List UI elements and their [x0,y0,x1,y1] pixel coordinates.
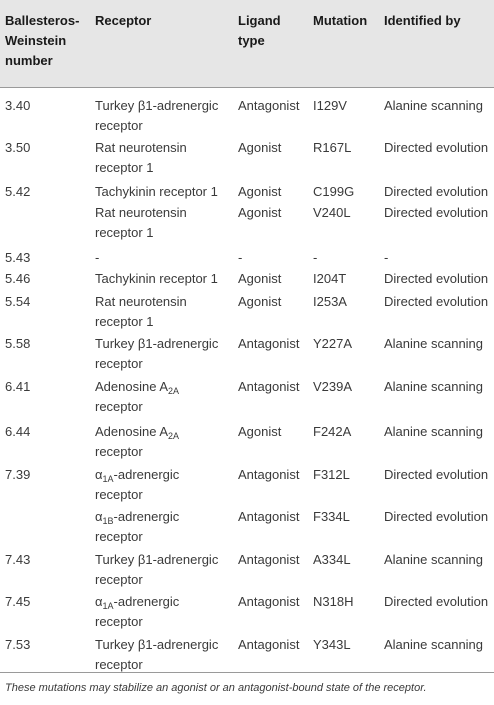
receptor-line-1 [95,550,218,570]
receptor-cell [95,550,218,590]
bw-number-cell: 5.54 [5,294,31,309]
header-bw-number: Ballesteros- Weinstein number [5,13,80,68]
bw-number-cell: 5.42 [5,184,31,199]
mutation-cell: Y343L [313,637,351,652]
identified-by-cell: Directed evolution [384,509,489,524]
receptor-line-1 [95,334,218,354]
mutation-cell: - [313,250,318,265]
bw-number-cell: 5.58 [5,336,31,351]
receptor-suffix: -adrenergic [113,594,180,609]
identified-by-cell: Alanine scanning [384,637,484,652]
receptor-line-2: receptor [95,118,143,133]
identified-by-cell: Directed evolution [384,467,489,482]
receptor-line-1 [95,507,179,527]
mutation-cell: I129V [313,98,347,113]
ligand-type-cell: Antagonist [238,379,300,394]
receptor-name: α [95,467,103,482]
ligand-type-cell: - [238,250,243,265]
receptor-subscript: 2A [168,386,180,396]
identified-by-cell: Directed evolution [384,294,489,309]
receptor-suffix: -adrenergic [113,467,180,482]
receptor-line-2: receptor 1 [95,314,154,329]
bw-number-cell: 3.40 [5,98,31,113]
receptor-subscript: 2A [168,431,180,441]
receptor-subscript: 1B [102,516,114,526]
identified-by-cell: Directed evolution [384,271,489,286]
bw-number-cell: 5.43 [5,250,31,265]
receptor-cell [95,182,218,202]
ligand-type-cell: Agonist [238,424,282,439]
receptor-line-1 [95,182,218,202]
receptor-cell [95,334,218,374]
table-footnote: These mutations may stabilize an agonist or an antagonist-bound state of the receptor. [5,682,427,694]
header-receptor: Receptor [95,13,152,28]
receptor-name: Rat neurotensin [95,205,187,220]
bw-number-cell: 7.39 [5,467,31,482]
mutation-cell: N318H [313,594,354,609]
header-ligand-type: Ligand type [238,13,281,48]
identified-by-cell: Directed evolution [384,184,489,199]
receptor-line-1 [95,422,179,442]
receptor-line-1 [95,96,218,116]
mutation-cell: F242A [313,424,352,439]
mutation-cell: V239A [313,379,353,394]
receptor-line-2: receptor 1 [95,160,154,175]
receptor-name: Tachykinin receptor 1 [95,184,218,199]
receptor-cell [95,269,218,289]
ligand-type-cell: Agonist [238,184,282,199]
bw-number-cell: 6.41 [5,379,31,394]
receptor-cell [95,203,187,243]
receptor-line-2: receptor [95,572,143,587]
mutation-cell: A334L [313,552,351,567]
ligand-type-cell: Antagonist [238,98,300,113]
receptor-line-2: receptor [95,356,143,371]
ligand-type-cell: Antagonist [238,467,300,482]
receptor-name: Adenosine A [95,424,169,439]
receptor-cell [95,96,218,136]
receptor-line-1 [95,138,187,158]
receptor-name: Turkey β1-adrenergic [95,336,219,351]
receptor-name: Rat neurotensin [95,140,187,155]
receptor-name: - [95,250,100,265]
mutation-cell: I204T [313,271,347,286]
receptor-cell [95,138,187,178]
mutation-cell: I253A [313,294,347,309]
receptor-name: α [95,594,103,609]
bw-number-cell: 7.45 [5,594,31,609]
bw-number-cell: 6.44 [5,424,31,439]
receptor-name: Turkey β1-adrenergic [95,98,219,113]
receptor-cell [95,248,99,268]
ligand-type-cell: Agonist [238,271,282,286]
receptor-name: Rat neurotensin [95,294,187,309]
ligand-type-cell: Antagonist [238,637,300,652]
receptor-line-2: receptor 1 [95,225,154,240]
header-identified-by: Identified by [384,13,461,28]
receptor-subscript: 1A [102,601,114,611]
receptor-subscript: 1A [102,474,114,484]
mutation-cell: Y227A [313,336,353,351]
header-rule [0,87,494,88]
identified-by-cell: Alanine scanning [384,379,484,394]
identified-by-cell: Directed evolution [384,594,489,609]
ligand-type-cell: Agonist [238,140,282,155]
receptor-line-1 [95,377,179,397]
receptor-line-1 [95,292,187,312]
receptor-line-2: receptor [95,399,143,414]
ligand-type-cell: Antagonist [238,552,300,567]
receptor-name: α [95,509,103,524]
identified-by-cell: Directed evolution [384,140,489,155]
mutation-cell: F334L [313,509,350,524]
receptor-line-2: receptor [95,529,143,544]
receptor-line-2: receptor [95,487,143,502]
receptor-line-1 [95,592,179,612]
identified-by-cell: Alanine scanning [384,98,484,113]
identified-by-cell: Alanine scanning [384,424,484,439]
identified-by-cell: Alanine scanning [384,552,484,567]
receptor-name: Turkey β1-adrenergic [95,552,219,567]
receptor-line-2: receptor [95,444,143,459]
receptor-line-1 [95,203,187,223]
mutation-cell: R167L [313,140,352,155]
bw-number-cell: 5.46 [5,271,31,286]
ligand-type-cell: Agonist [238,205,282,220]
table-header [0,0,494,87]
identified-by-cell: - [384,250,389,265]
receptor-name: Tachykinin receptor 1 [95,271,218,286]
identified-by-cell: Alanine scanning [384,336,484,351]
mutation-cell: C199G [313,184,355,199]
receptor-line-2: receptor [95,657,143,672]
bw-number-cell: 7.53 [5,637,31,652]
ligand-type-cell: Antagonist [238,336,300,351]
ligand-type-cell: Antagonist [238,594,300,609]
mutation-cell: F312L [313,467,350,482]
identified-by-cell: Directed evolution [384,205,489,220]
receptor-cell [95,377,179,417]
receptor-name: Adenosine A [95,379,169,394]
receptor-line-2: receptor [95,614,143,629]
receptor-line-1 [95,269,218,289]
ligand-type-cell: Agonist [238,294,282,309]
mutation-cell: V240L [313,205,351,220]
receptor-cell [95,592,179,632]
bw-number-cell: 7.43 [5,552,31,567]
receptor-cell [95,292,187,332]
ligand-type-cell: Antagonist [238,509,300,524]
receptor-cell [95,422,179,462]
receptor-suffix: -adrenergic [113,509,180,524]
receptor-cell [95,635,218,675]
bw-number-cell: 3.50 [5,140,31,155]
header-mutation: Mutation [313,13,368,28]
bottom-rule [0,672,494,673]
receptor-cell [95,507,179,547]
receptor-line-1 [95,465,179,485]
receptor-line-1 [95,635,218,655]
receptor-line-1 [95,248,99,268]
receptor-cell [95,465,179,505]
receptor-name: Turkey β1-adrenergic [95,637,219,652]
